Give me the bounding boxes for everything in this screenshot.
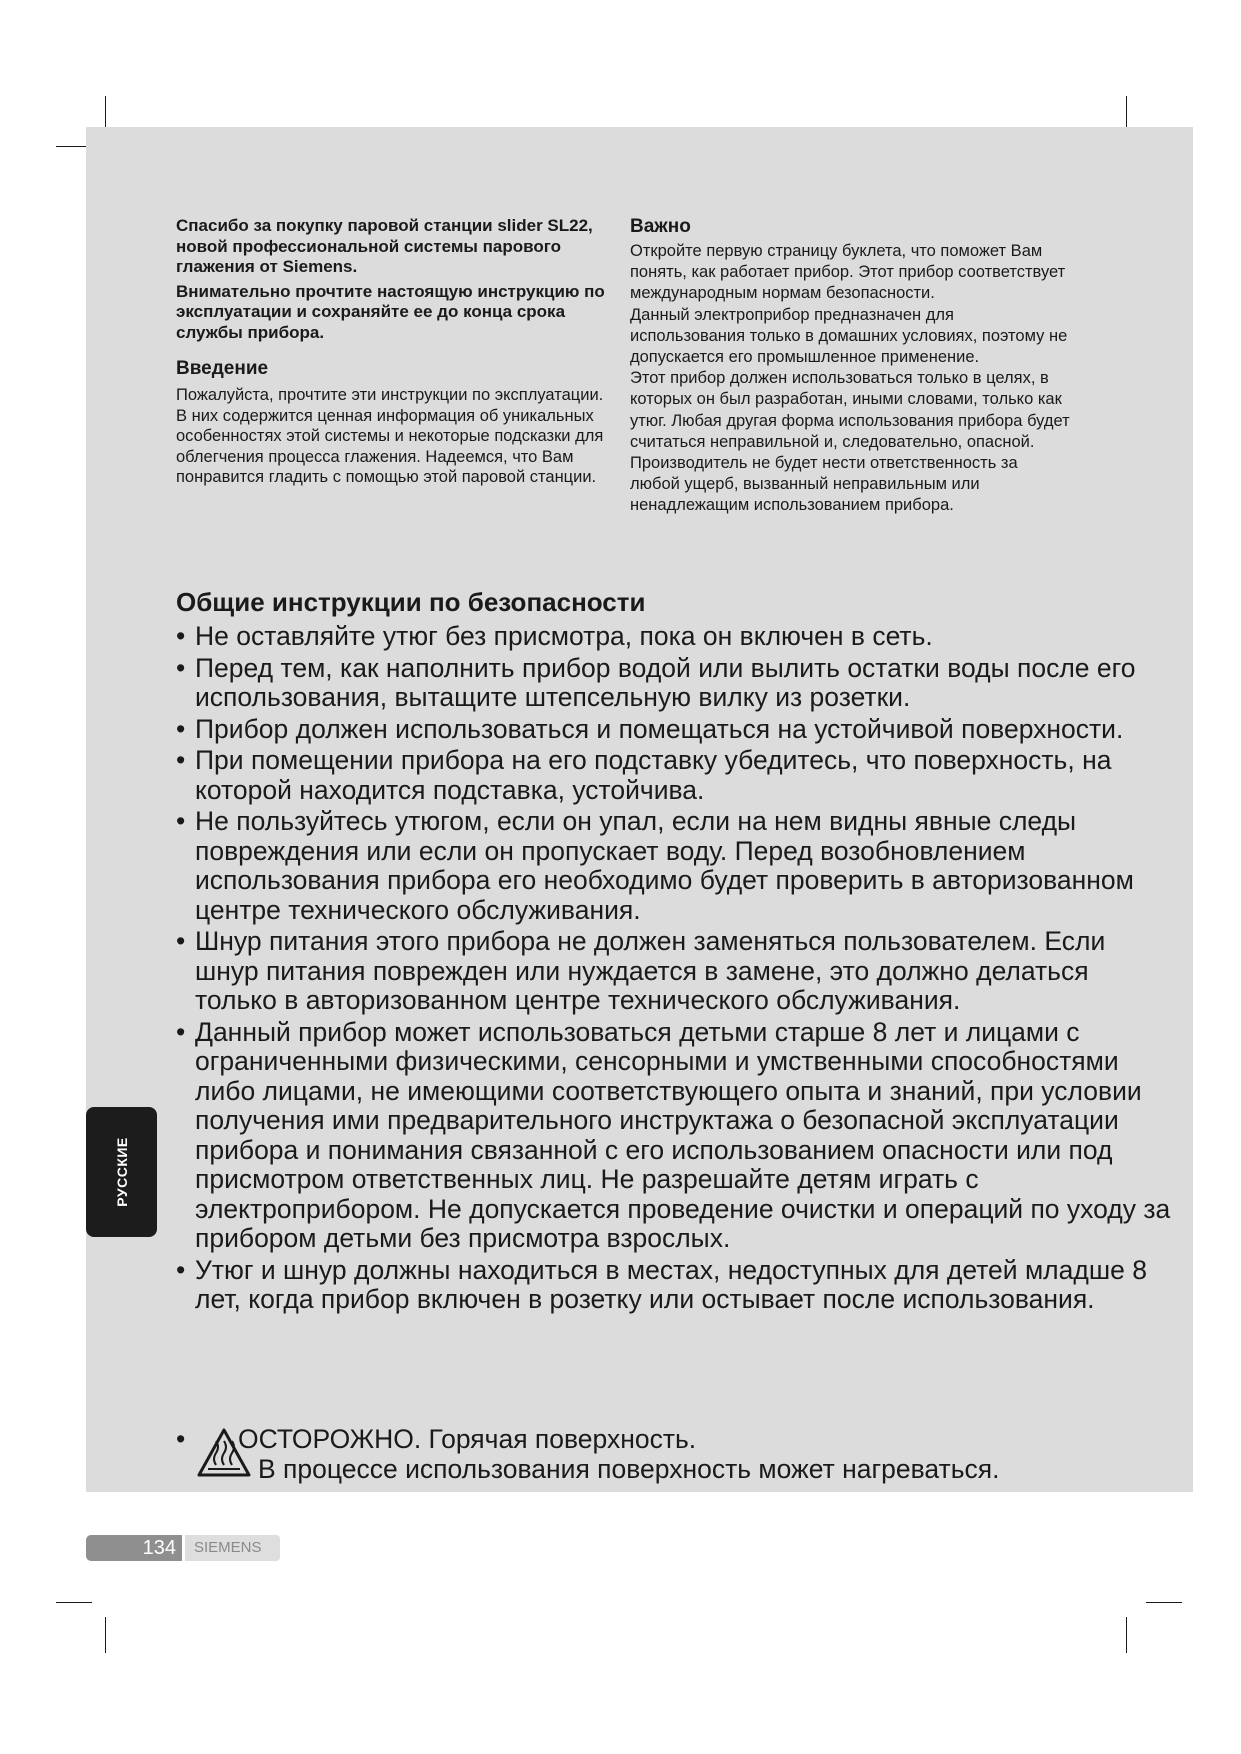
safety-item	[176, 1018, 1176, 1254]
safety-list	[176, 622, 1176, 1317]
safety-item-text: Не пользуйтесь утюгом, если он упал, если на нем видны явные следы повреждения или если он пропускает воду. Перед возобновлением использования прибора его необходимо будет проверить в авторизованном центре технического обслуживания.	[195, 806, 1134, 925]
bullet: •	[176, 1016, 186, 1047]
safety-item-text: Прибор должен использоваться и помещаться на устойчивой поверхности.	[195, 713, 1124, 744]
bullet: •	[176, 806, 186, 836]
safety-item	[176, 654, 1176, 713]
important-paragraph: Данный электроприбор предназначен для использования только в домашних условиях, поэтому не допускается его промышленное применение.	[630, 305, 1068, 367]
crop-mark	[105, 1617, 106, 1653]
bullet: •	[176, 745, 186, 775]
caution-text: В процессе использования поверхность может нагреваться.	[258, 1454, 1000, 1484]
caution-title: ОСТОРОЖНО. Горячая поверхность.	[238, 1424, 697, 1454]
safety-item-text: Перед тем, как наполнить прибор водой или вылить остатки воды после его использования, вытащите штепсельную вилку из розетки.	[195, 652, 1136, 712]
bullet: •	[176, 1254, 186, 1285]
introduction-text: Пожалуйста, прочтите эти инструкции по эксплуатации. В них содержится ценная информация об уникальных особенностях этой системы и некоторые подсказки для облегчения процесса глажения. Надеемся, что Вам понравится гладить с помощью этой паровой станции.	[176, 386, 604, 486]
important-heading: Важно	[630, 216, 691, 237]
safety-item-text: При помещении прибора на его подставку убедитесь, что поверхность, на которой находится подставка, устойчива.	[195, 745, 1112, 805]
crop-mark	[1126, 1617, 1127, 1653]
intro-column	[176, 216, 608, 488]
safety-item-text: Шнур питания этого прибора не должен заменяться пользователем. Если шнур питания поврежден или нуждается в замене, это должно делаться только в авторизованном центре технического обслуживания.	[195, 926, 1106, 1015]
read-instructions-paragraph: Внимательно прочтите настоящую инструкцию по эксплуатации и сохраняйте ее до конца срока службы прибора.	[176, 281, 605, 342]
thanks-paragraph: Спасибо за покупку паровой станции slider SL22, новой профессиональной системы парового глажения от Siemens.	[176, 216, 593, 276]
safety-item-text: Не оставляйте утюг без присмотра, пока он включен в сеть.	[195, 621, 933, 651]
bullet: •	[176, 621, 186, 651]
page-number: 134	[86, 1535, 182, 1561]
language-tab	[86, 1107, 157, 1237]
important-column	[630, 215, 1070, 517]
crop-mark	[56, 1602, 92, 1603]
safety-item	[176, 622, 1176, 652]
language-tab-label: РУССКИЕ	[113, 1137, 130, 1207]
important-paragraph: Этот прибор должен использоваться только в целях, в которых он был разработан, иными словами, только как утюг. Любая другая форма использования прибора будет считаться неправильной и, следовательно, опасной. Производитель не будет нести ответственность за любой ущерб, вызванный неправильным или ненадлежащим использованием прибора.	[630, 369, 1070, 515]
safety-item-text: Утюг и шнур должны находиться в местах, недоступных для детей младше 8 лет, когда прибор включен в розетку или остывает после использования.	[195, 1254, 1147, 1314]
bullet: •	[176, 1424, 186, 1454]
important-paragraph: Откройте первую страницу буклета, что поможет Вам понять, как работает прибор. Этот прибор соответствует международным нормам безопасности.	[630, 242, 1066, 303]
bullet: •	[176, 926, 186, 956]
safety-title: Общие инструкции по безопасности	[176, 587, 646, 617]
brand-label: SIEMENS	[185, 1535, 280, 1561]
safety-item	[176, 746, 1176, 805]
crop-mark	[1146, 1602, 1182, 1603]
bullet: •	[176, 713, 186, 744]
safety-item-text: Данный прибор может использоваться детьми старше 8 лет и лицами с ограниченными физическими, сенсорными и умственными способностями либо лицами, не имеющими соответствующего опыта и знаний, при условии получения ими предварительного инструктажа о безопасной эксплуатации прибора и понимания связанной с его использованием опасности или под присмотром ответственных лиц. Не разрешайте детям играть с электроприбором. Не допускается проведение очистки и операций по уходу за прибором детьми без присмотра взрослых.	[195, 1016, 1171, 1253]
safety-item	[176, 927, 1176, 1016]
introduction-heading: Введение	[176, 358, 269, 379]
safety-item	[176, 1256, 1176, 1315]
safety-item	[176, 807, 1176, 925]
safety-item	[176, 715, 1176, 745]
bullet: •	[176, 652, 186, 683]
